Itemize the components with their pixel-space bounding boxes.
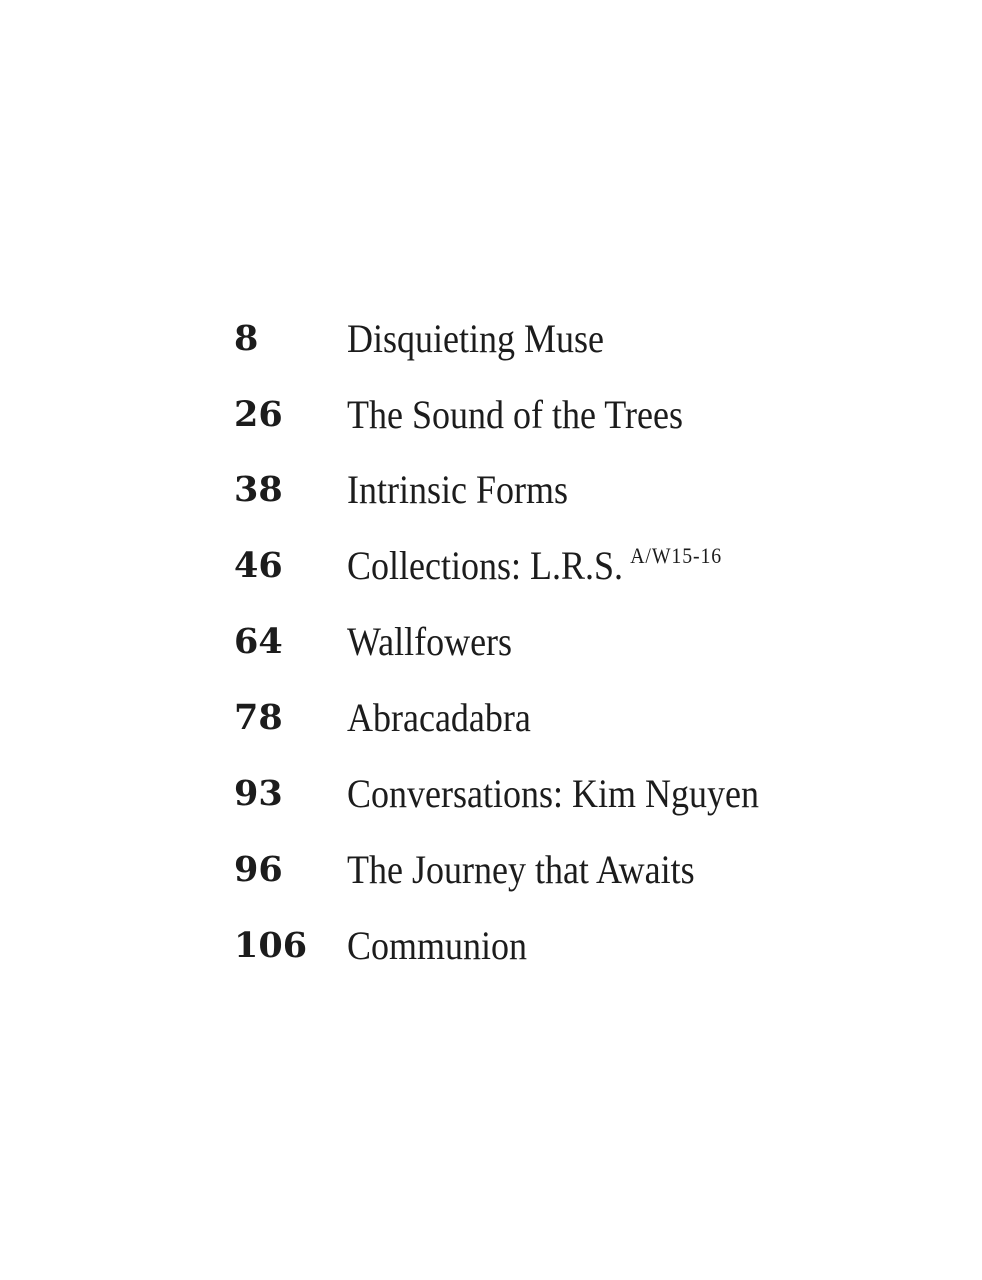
toc-entry-superscript: A/W15-16	[630, 543, 723, 568]
toc-entry	[0, 385, 982, 445]
toc-page-number: 96	[234, 849, 283, 890]
toc-page-number: 8	[234, 318, 259, 359]
toc-entry-title: Collections: L.R.S.	[347, 543, 624, 588]
toc-entry-title: Conversations: Kim Nguyen	[347, 771, 759, 816]
toc-entry	[0, 840, 982, 900]
toc-entry	[0, 764, 982, 824]
toc-entry	[0, 916, 982, 976]
toc-entry-title: Wallfowers	[347, 619, 513, 664]
toc-entry-title: Disquieting Muse	[347, 316, 604, 361]
toc-page-number: 93	[234, 773, 283, 814]
toc-page-number: 38	[234, 469, 283, 510]
toc-entry-title-with-superscript	[347, 536, 722, 602]
toc-entry	[0, 309, 982, 369]
toc-page-number: 106	[234, 925, 308, 966]
toc-page-number: 46	[234, 545, 283, 586]
toc-page-number: 64	[234, 621, 283, 662]
toc-page-number: 26	[234, 394, 283, 435]
toc-entry	[0, 460, 982, 520]
toc-entry-title: Abracadabra	[347, 695, 531, 740]
toc-entry	[0, 612, 982, 672]
toc-entry-title: Communion	[347, 923, 528, 968]
toc-entry	[0, 688, 982, 748]
toc-page-number: 78	[234, 697, 283, 738]
toc-entry-title: The Journey that Awaits	[347, 847, 695, 892]
toc-entry-title: The Sound of the Trees	[347, 392, 683, 437]
toc-entry-title: Intrinsic Forms	[347, 467, 568, 512]
toc-entry	[0, 536, 982, 596]
